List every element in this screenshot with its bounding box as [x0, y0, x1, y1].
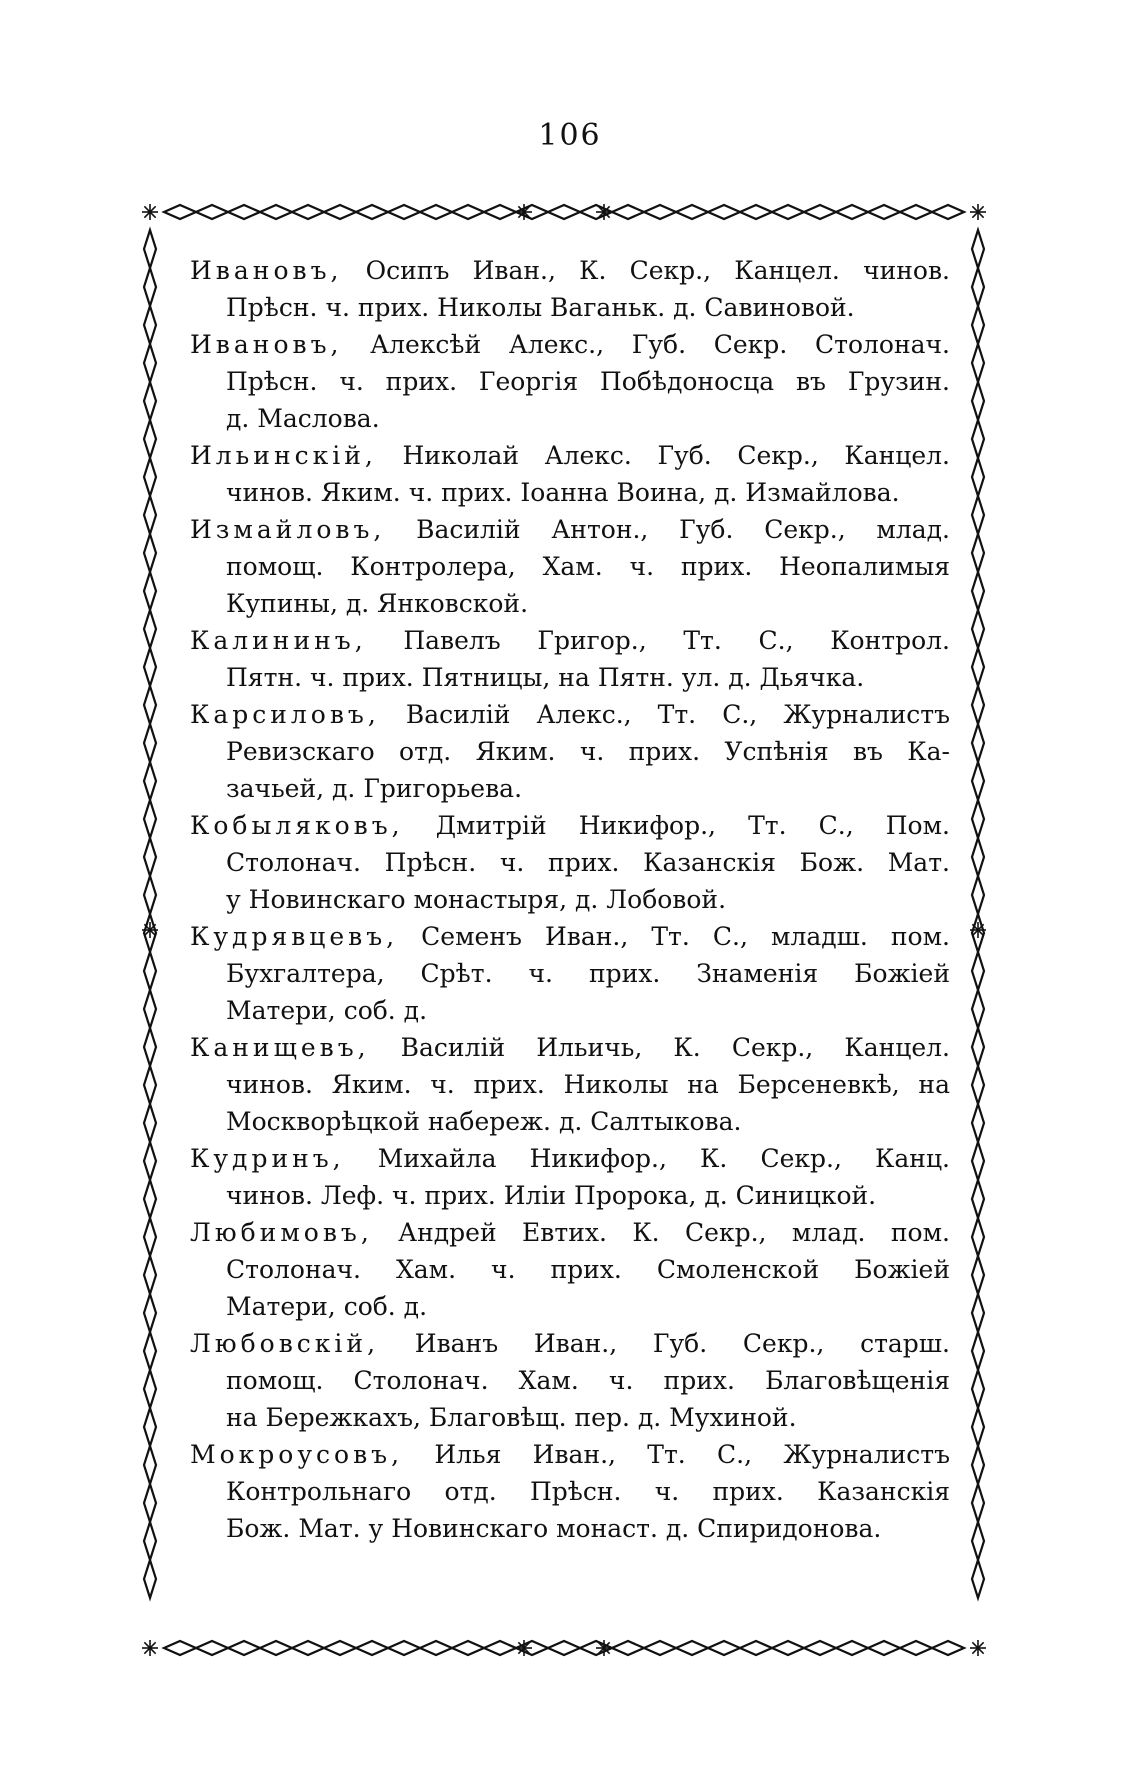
entry-text: Столонач. Прѣсн. ч. прих. Казанскія Бож. Мат.: [226, 848, 950, 877]
entry-text: Бож. Мат. у Новинскаго монаст. д. Спиридонова.: [226, 1514, 882, 1543]
entry-text: Матери, соб. д.: [226, 1292, 428, 1321]
entry-surname: Любимовъ,: [190, 1218, 373, 1247]
entry-lyubimov: [190, 1214, 950, 1325]
entry-text: чинов. Яким. ч. прих. Николы на Берсеневкѣ, на: [226, 1070, 950, 1099]
entry-surname: Кобыляковъ,: [190, 811, 404, 840]
entry-text: помощ. Столонач. Хам. ч. прих. Благовѣщенія: [226, 1366, 950, 1395]
entry-surname: Ивановъ,: [190, 330, 343, 359]
entry-surname: Кудрявцевъ,: [190, 922, 399, 951]
entry-text: Дмитрій Никифор., Тт. С., Пом.: [403, 811, 950, 840]
entry-kudrin: [190, 1140, 950, 1214]
entry-text: на Бережкахъ, Благовѣщ. пер. д. Мухиной.: [226, 1403, 797, 1432]
entry-text: помощ. Контролера, Хам. ч. прих. Неопалимыя: [226, 552, 950, 581]
entry-text: Купины, д. Янковской.: [226, 589, 529, 618]
page-number: 106: [538, 118, 602, 153]
entry-ilinsky: [190, 437, 950, 511]
entry-surname: Карсиловъ,: [190, 700, 380, 729]
entry-text: Василій Ильичь, К. Секр., Канцел.: [369, 1033, 950, 1062]
entry-text: Бухгалтера, Срѣт. ч. прих. Знаменія Божіей: [226, 959, 950, 988]
entry-text: Павелъ Григор., Тт. С., Контрол.: [366, 626, 950, 655]
entry-text: Василій Алекс., Тт. С., Журналистъ: [379, 700, 950, 729]
entry-text: Василій Антон., Губ. Секр., млад.: [385, 515, 950, 544]
entry-text: Матери, соб. д.: [226, 996, 428, 1025]
entry-text: Семенъ Иван., Тт. С., младш. пом.: [398, 922, 950, 951]
entry-karsilov: [190, 696, 950, 807]
entry-text: Осипъ Иван., К. Секр., Канцел. чинов.: [342, 256, 950, 285]
entry-surname: Калининъ,: [190, 626, 367, 655]
entry-kobylyakov: [190, 807, 950, 918]
entry-kanishchev: [190, 1029, 950, 1140]
entry-text: Иванъ Иван., Губ. Секр., старш.: [379, 1329, 950, 1358]
entry-lyubovsky: [190, 1325, 950, 1436]
entry-text: чинов. Яким. ч. прих. Іоанна Воина, д. Измайлова.: [226, 478, 900, 507]
entry-text: чинов. Леф. ч. прих. Иліи Пророка, д. Синицкой.: [226, 1181, 877, 1210]
entry-text: Москворѣцкой набереж. д. Салтыкова.: [226, 1107, 742, 1136]
entry-text: Николай Алекс. Губ. Секр., Канцел.: [376, 441, 950, 470]
entry-text: у Новинскаго монастыря, д. Лобовой.: [226, 885, 727, 914]
entry-kudryavtsev: [190, 918, 950, 1029]
entry-ivanov-osip: [190, 252, 950, 326]
entry-text: Ревизскаго отд. Яким. ч. прих. Успѣнія въ Ка-: [226, 737, 950, 766]
entry-izmaylov: [190, 511, 950, 622]
entry-text: Столонач. Хам. ч. прих. Смоленской Божіей: [226, 1255, 950, 1284]
entry-surname: Ивановъ,: [190, 256, 343, 285]
entry-ivanov-aleksey: [190, 326, 950, 437]
entry-surname: Любовскій,: [190, 1329, 380, 1358]
entry-kalinin: [190, 622, 950, 696]
entry-text: зачьей, д. Григорьева.: [226, 774, 523, 803]
entries-list: [190, 252, 950, 1547]
entry-text: Пятн. ч. прих. Пятницы, на Пятн. ул. д. Дьячка.: [226, 663, 865, 692]
entry-text: Прѣсн. ч. прих. Николы Ваганьк. д. Савиновой.: [226, 293, 855, 322]
entry-text: Контрольнаго отд. Прѣсн. ч. прих. Казанскія: [226, 1477, 950, 1506]
entry-surname: Измайловъ,: [190, 515, 386, 544]
entry-text: Алексѣй Алекс., Губ. Секр. Столонач.: [342, 330, 950, 359]
entry-mokrousov: [190, 1436, 950, 1547]
entry-surname: Кудринъ,: [190, 1144, 345, 1173]
entry-surname: Мокроусовъ,: [190, 1440, 404, 1469]
entry-text: Михайла Никифор., К. Секр., Канц.: [344, 1144, 950, 1173]
entry-text: Илья Иван., Тт. С., Журналистъ: [403, 1440, 950, 1469]
entry-text: д. Маслова.: [226, 404, 380, 433]
entry-text: Андрей Евтих. К. Секр., млад. пом.: [372, 1218, 950, 1247]
entry-surname: Ильинскій,: [190, 441, 377, 470]
entry-surname: Канищевъ,: [190, 1033, 370, 1062]
entry-text: Прѣсн. ч. прих. Георгія Побѣдоносца въ Грузин.: [226, 367, 950, 396]
